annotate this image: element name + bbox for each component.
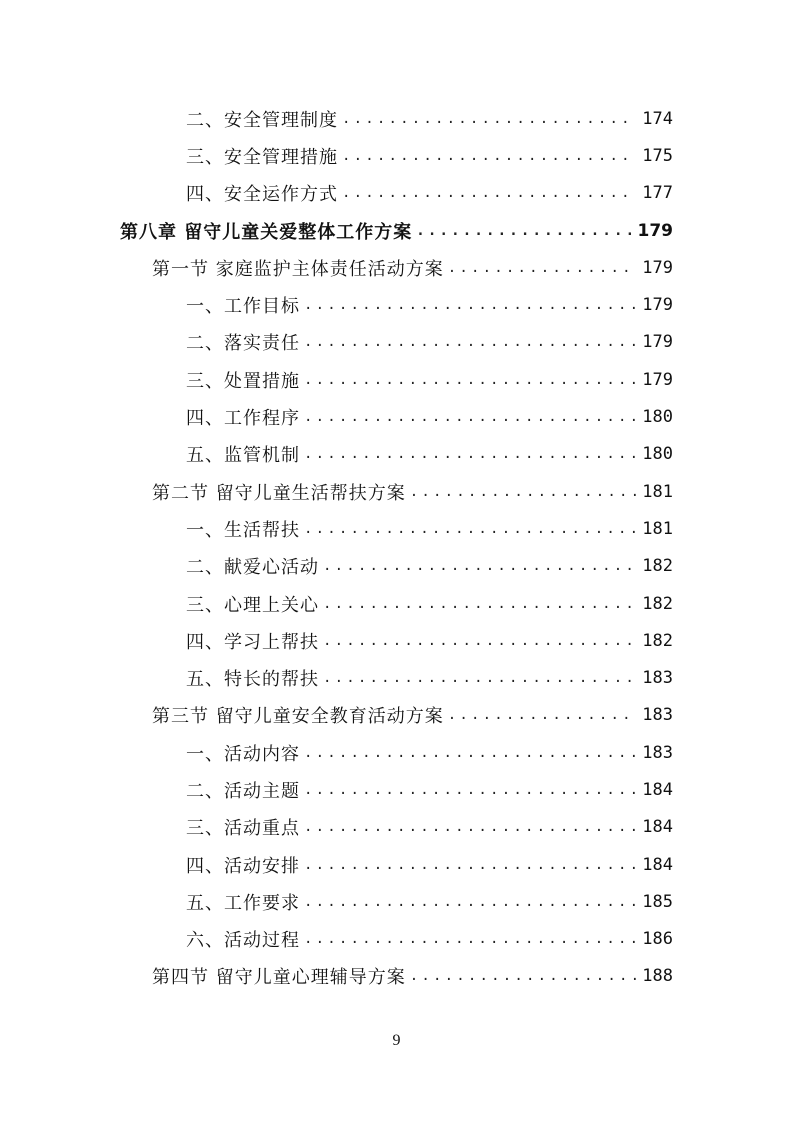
toc-entry-title: 四、安全运作方式: [186, 184, 338, 206]
toc-entry-page-number: 180: [642, 407, 673, 428]
toc-entry-page-number: 186: [642, 929, 673, 950]
toc-entry-page-number: 179: [642, 257, 673, 278]
dot-leader: [410, 484, 637, 500]
toc-entry-page-number: 175: [642, 145, 673, 166]
toc-entry-title: 二、活动主题: [186, 780, 300, 802]
dot-leader: [304, 857, 636, 873]
toc-entry-item[interactable]: [0, 286, 793, 323]
dot-leader: [304, 745, 636, 761]
toc-entry-title: 六、活动过程: [186, 930, 300, 952]
dot-leader: [304, 372, 636, 388]
dot-leader: [304, 521, 636, 537]
dot-leader: [304, 931, 636, 947]
toc-entry-page-number: 174: [642, 108, 673, 129]
toc-entry-title: 第一节 家庭监护主体责任活动方案: [152, 258, 444, 280]
toc-entry-page-number: 184: [642, 779, 673, 800]
toc-entry-title: 第三节 留守儿童安全教育活动方案: [152, 706, 444, 728]
toc-entry-title: 一、活动内容: [186, 743, 300, 765]
toc-entry-title: 三、活动重点: [186, 818, 300, 840]
page-number: 9: [392, 1032, 401, 1049]
dot-leader: [304, 409, 636, 425]
toc-entry-section[interactable]: [0, 473, 793, 510]
toc-entry-page-number: 179: [637, 220, 673, 241]
dot-leader: [410, 968, 637, 984]
toc-entry-item[interactable]: [0, 883, 793, 920]
toc-entry-item[interactable]: [0, 436, 793, 473]
dot-leader: [304, 819, 636, 835]
dot-leader: [448, 707, 637, 723]
toc-entry-page-number: 179: [642, 295, 673, 316]
toc-entry-page-number: 182: [642, 593, 673, 614]
toc-entry-title: 三、处置措施: [186, 370, 300, 392]
toc-entry-title: 四、学习上帮扶: [186, 631, 319, 653]
toc-entry-title: 三、心理上关心: [186, 594, 319, 616]
dot-leader: [304, 297, 636, 313]
toc-entry-title: 第八章 留守儿童关爱整体工作方案: [120, 221, 413, 243]
toc-entry-item[interactable]: [0, 734, 793, 771]
toc-entry-page-number: 179: [642, 369, 673, 390]
toc-entry-section[interactable]: [0, 958, 793, 995]
toc-entry-chapter[interactable]: [0, 212, 793, 249]
toc-entry-page-number: 182: [642, 630, 673, 651]
dot-leader: [448, 260, 637, 276]
toc-entry-title: 二、落实责任: [186, 333, 300, 355]
toc-entry-page-number: 177: [642, 183, 673, 204]
dot-leader: [323, 670, 636, 686]
toc-entry-title: 一、生活帮扶: [186, 519, 300, 541]
dot-leader: [342, 148, 636, 164]
toc-entry-title: 二、安全管理制度: [186, 109, 338, 131]
toc-entry-item[interactable]: [0, 921, 793, 958]
toc-entry-title: 四、活动安排: [186, 855, 300, 877]
dot-leader: [304, 894, 636, 910]
toc-entry-item[interactable]: [0, 659, 793, 696]
dot-leader: [342, 185, 636, 201]
toc-entry-title: 三、安全管理措施: [186, 146, 338, 168]
toc-entry-item[interactable]: [0, 361, 793, 398]
toc-entry-item[interactable]: [0, 809, 793, 846]
toc-entry-title: 五、监管机制: [186, 445, 300, 467]
toc-entry-section[interactable]: [0, 249, 793, 286]
toc-entry-item[interactable]: [0, 398, 793, 435]
toc-entry-item[interactable]: [0, 175, 793, 212]
toc-entry-item[interactable]: [0, 548, 793, 585]
toc-entry-page-number: 183: [642, 705, 673, 726]
toc-entry-page-number: 182: [642, 556, 673, 577]
toc-entry-title: 一、工作目标: [186, 296, 300, 318]
toc-entry-section[interactable]: [0, 697, 793, 734]
dot-leader: [323, 633, 636, 649]
toc-entry-title: 四、工作程序: [186, 408, 300, 430]
toc-entry-item[interactable]: [0, 137, 793, 174]
toc-entry-page-number: 183: [642, 668, 673, 689]
dot-leader: [342, 111, 636, 127]
toc-entry-page-number: 181: [642, 481, 673, 502]
dot-leader: [304, 782, 636, 798]
toc-entry-page-number: 184: [642, 854, 673, 875]
toc-entry-title: 五、工作要求: [186, 892, 300, 914]
toc-entry-item[interactable]: [0, 510, 793, 547]
toc-entry-item[interactable]: [0, 100, 793, 137]
toc-entry-page-number: 185: [642, 891, 673, 912]
toc-entry-page-number: 188: [642, 966, 673, 987]
toc-entry-item[interactable]: [0, 771, 793, 808]
toc-entry-title: 五、特长的帮扶: [186, 669, 319, 691]
toc-entry-title: 第二节 留守儿童生活帮扶方案: [152, 482, 406, 504]
dot-leader: [304, 446, 636, 462]
table-of-contents: [0, 100, 793, 995]
toc-entry-title: 二、献爱心活动: [186, 557, 319, 579]
toc-entry-item[interactable]: [0, 585, 793, 622]
dot-leader: [416, 223, 631, 239]
dot-leader: [304, 334, 636, 350]
toc-entry-page-number: 181: [642, 518, 673, 539]
toc-entry-page-number: 179: [642, 332, 673, 353]
toc-entry-item[interactable]: [0, 622, 793, 659]
toc-entry-item[interactable]: [0, 846, 793, 883]
dot-leader: [323, 596, 636, 612]
dot-leader: [323, 558, 636, 574]
toc-entry-page-number: 184: [642, 817, 673, 838]
toc-entry-page-number: 180: [642, 444, 673, 465]
toc-entry-page-number: 183: [642, 742, 673, 763]
toc-entry-title: 第四节 留守儿童心理辅导方案: [152, 967, 406, 989]
toc-entry-item[interactable]: [0, 324, 793, 361]
